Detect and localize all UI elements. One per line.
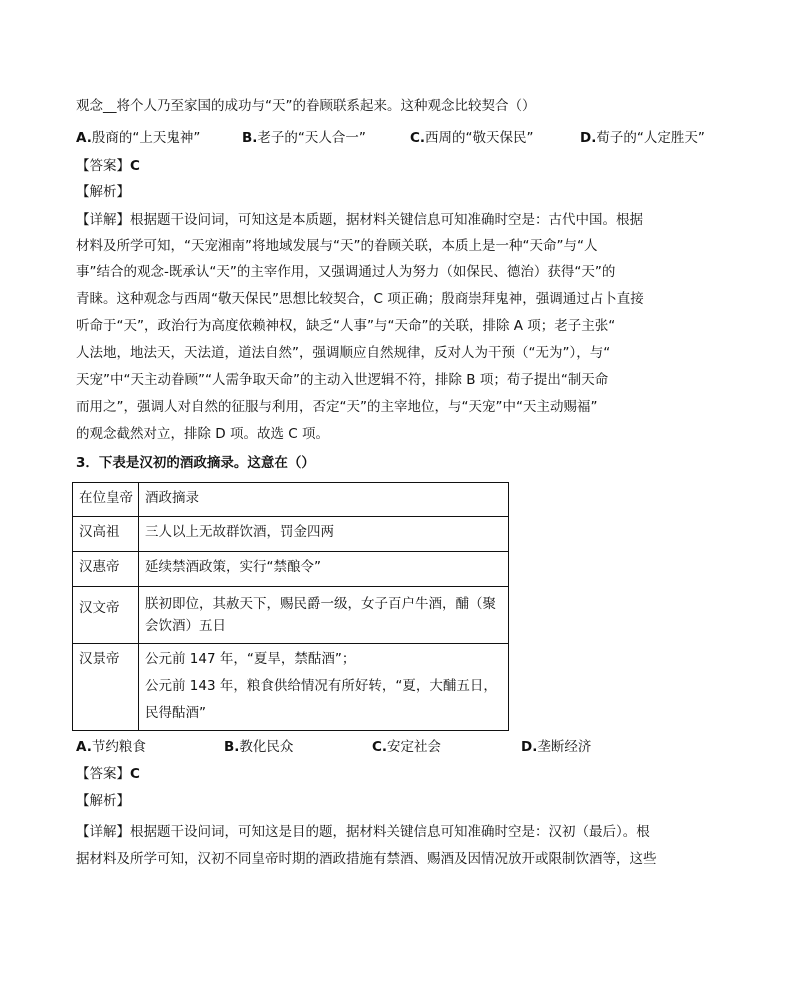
option-text: 西周的“敬天保民” [425,130,534,146]
option-text: 荀子的“人定胜天” [596,130,705,146]
option-a[interactable] [76,128,200,148]
analysis-label: 【解析】 [76,184,130,200]
table-header-row [73,483,509,517]
answer-line [76,156,140,176]
policy-line: 延续禁酒政策，实行“禁酿令” [145,559,321,575]
option-letter: A. [76,130,92,146]
option-text: 教化民众 [239,739,294,755]
policy-line: 民得酤酒” [145,705,206,721]
answer-line [76,764,140,784]
answer-label: 【答案】 [76,766,130,782]
option-text: 安定社会 [387,739,442,755]
emperor-cell: 汉文帝 [73,587,139,644]
table-row [73,552,509,587]
question-stem: 观念__将个人乃至家国的成功与“天”的眷顾联系起来。这种观念比较契合（） [76,98,536,114]
detail-line: 【详解】根据题干设问词，可知这是目的题，据材料关键信息可知准确时空是：汉初（最后）。根 [76,824,650,840]
policy-cell [139,552,509,587]
answer-value: C [130,766,140,782]
option-c[interactable] [410,128,534,148]
detail-line: 而用之”，强调人对自然的征服与利用，否定“天”的主宰地位，与“天宠”中“天主动赐福” [76,399,598,415]
policy-line: 公元前 147 年，“夏旱，禁酤酒”； [145,651,356,667]
option-letter: D. [580,130,597,146]
option-text: 殷商的“上天鬼神” [91,130,201,146]
detail-line: 青睐。这种观念与西周“敬天保民”思想比较契合，C 项正确；殷商崇拜鬼神，强调通过占卜直接 [76,291,644,307]
option-b[interactable] [224,737,293,757]
detail-line: 人法地，地法天，天法道，道法自然”，强调顺应自然规律，反对人为干预（“无为”），与“ [76,345,611,361]
detail-line: 天宠”中“天主动眷顾”“人需争取天命”的主动入世逻辑不符，排除 B 项；荀子提出“制天命 [76,372,609,388]
question-stem: 3．下表是汉初的酒政摘录。这意在（） [76,455,315,471]
option-c[interactable] [372,737,441,757]
option-b[interactable] [242,128,366,148]
detail-line: 听命于“天”，政治行为高度依赖神权，缺乏“人事”与“天命”的关联，排除 A 项；老子主张“ [76,318,616,334]
detail-line: 材料及所学可知，“天宠湘南”将地域发展与“天”的眷顾关联，本质上是一种“天命”与“人 [76,238,598,254]
policy-cell [139,587,509,644]
answer-value: C [130,158,140,174]
analysis-label: 【解析】 [76,793,130,809]
detail-line: 事”结合的观念-既承认“天”的主宰作用，又强调通过人为努力（如保民、德治）获得“天”的 [76,264,616,280]
table-header-cell: 酒政摘录 [139,483,509,517]
option-letter: C. [410,130,426,146]
option-text: 老子的“天人合一” [257,130,366,146]
policy-line: 三人以上无故群饮酒，罚金四两 [145,524,334,540]
option-d[interactable] [521,737,591,757]
option-letter: A. [76,739,92,755]
options-row [76,737,736,757]
option-letter: B. [242,130,258,146]
emperor-cell: 汉惠帝 [73,552,139,587]
options-row [76,128,736,148]
detail-line: 据材料及所学可知，汉初不同皇帝时期的酒政措施有禁酒、赐酒及因情况放开或限制饮酒等，这些 [76,851,657,867]
policy-line: 朕初即位，其赦天下，赐民爵一级，女子百户牛酒，酺（聚 [145,596,496,612]
table-row [73,644,509,731]
table-header-cell: 在位皇帝 [73,483,139,517]
option-text: 垄断经济 [537,739,592,755]
table-row [73,517,509,552]
answer-label: 【答案】 [76,158,130,174]
wine-policy-table [72,482,509,731]
policy-line: 公元前 143 年，粮食供给情况有所好转，“夏，大酺五日， [145,678,497,694]
option-letter: C. [372,739,388,755]
option-text: 节约粮食 [91,739,146,755]
option-letter: D. [521,739,538,755]
option-d[interactable] [580,128,705,148]
option-letter: B. [224,739,240,755]
policy-cell [139,644,509,731]
detail-line: 【详解】根据题干设问词，可知这是本质题，据材料关键信息可知准确时空是：古代中国。根据 [76,212,643,228]
policy-cell [139,517,509,552]
detail-line: 的观念截然对立，排除 D 项。故选 C 项。 [76,426,329,442]
policy-line: 会饮酒）五日 [145,618,226,634]
option-a[interactable] [76,737,146,757]
table-row [73,587,509,644]
emperor-cell: 汉高祖 [73,517,139,552]
emperor-cell: 汉景帝 [73,644,139,731]
